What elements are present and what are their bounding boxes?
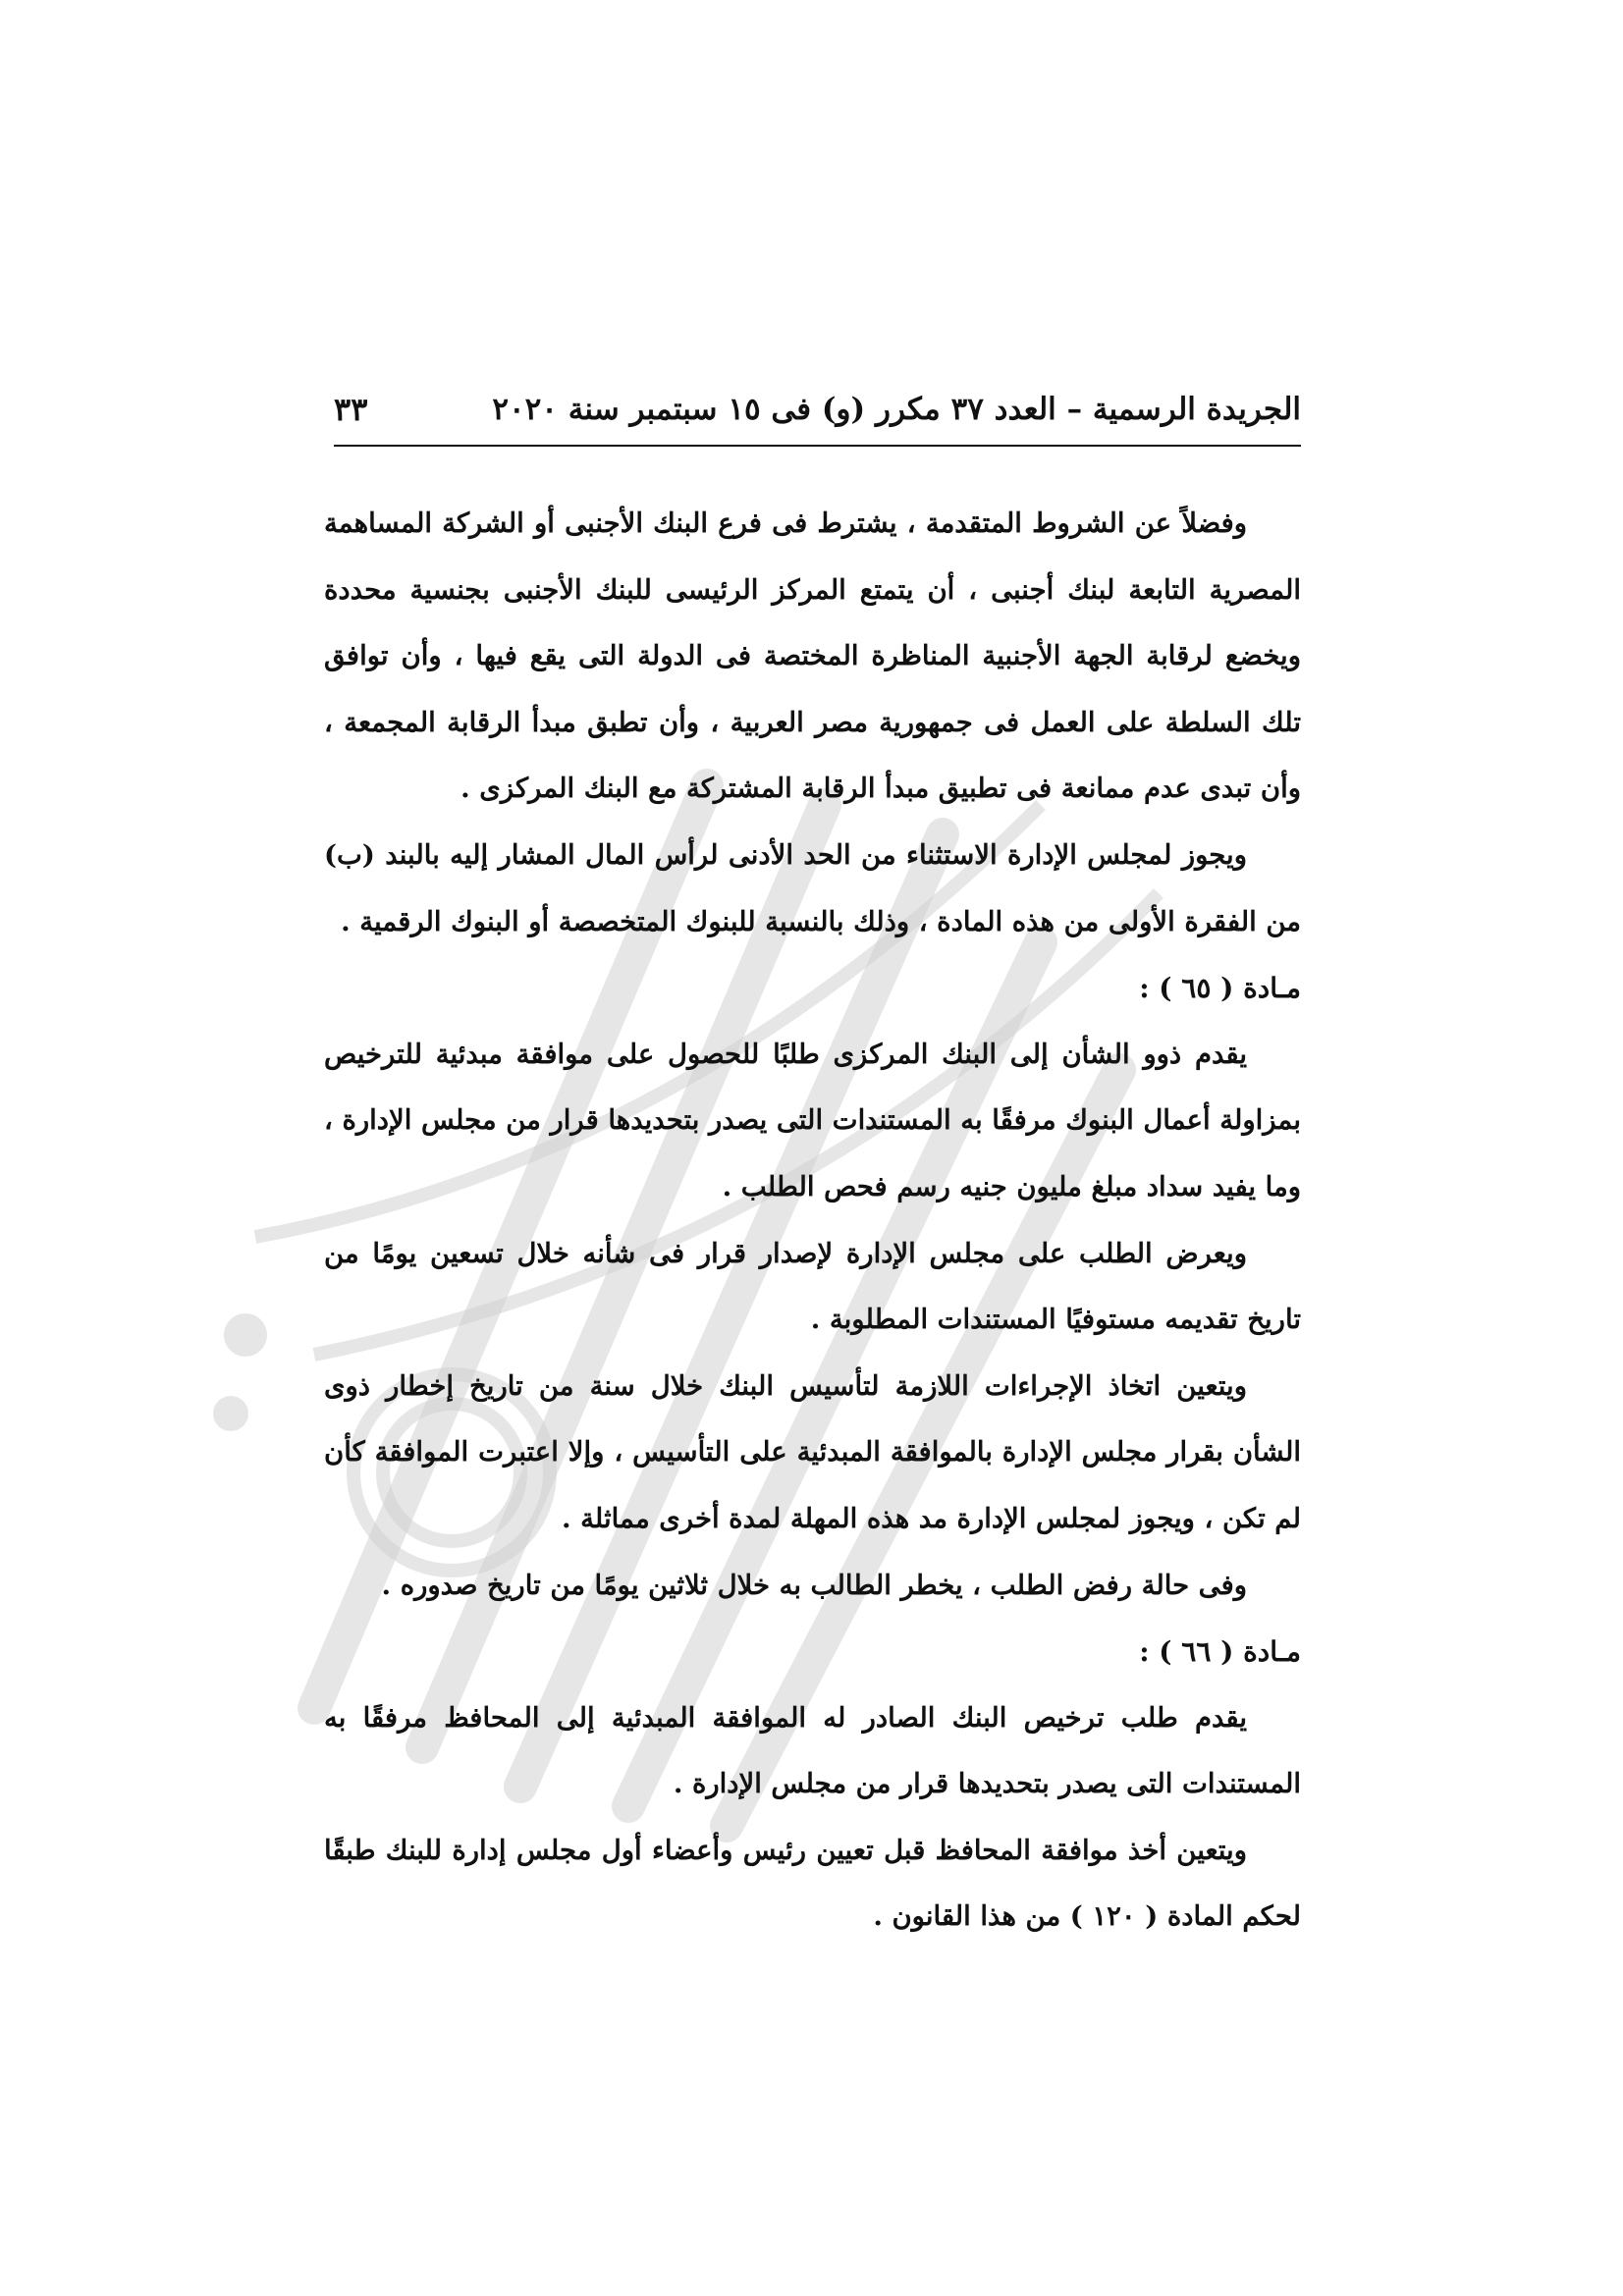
article-heading-66: مـادة ( ٦٦ ) : [1139,1635,1301,1669]
paragraph: ويتعين أخذ موافقة المحافظ قبل تعيين رئيس وأعضاء أول مجلس إدارة للبنك طبقًا لحكم المادة ( ١٢٠ ) من هذا القانون . [324,1834,1301,1933]
paragraph: ويجوز لمجلس الإدارة الاستثناء من الحد الأدنى لرأس المال المشار إليه بالبند (ب) من الفقرة الأولى من هذه المادة ، وذلك بالنسبة للبنوك المتخصصة أو البنوك الرقمية . [324,838,1301,937]
paragraph: ويعرض الطلب على مجلس الإدارة لإصدار قرار فى شأنه خلال تسعين يومًا من تاريخ تقديمه مستوفيًا المستندات المطلوبة . [324,1237,1301,1336]
page-number: ٣٣ [334,391,368,428]
paragraph: وفضلاً عن الشروط المتقدمة ، يشترط فى فرع البنك الأجنبى أو الشركة المساهمة المصرية التابعة لبنك أجنبى ، أن يتمتع المركز الرئيسى للبنك الأجنبى بجنسية محددة ويخضع لرقابة الجهة الأجنبية المناظرة المختصة فى الدولة التى يقع فيها ، وأن توافق تلك السلطة على العمل فى جمهورية مصر العربية ، وأن تطبق مبدأ الرقابة المجمعة ، وأن تبدى عدم ممانعة فى تطبيق مبدأ الرقابة المشتركة مع البنك المركزى . [324,507,1301,805]
paragraph: وفى حالة رفض الطلب ، يخطر الطالب به خلال ثلاثين يومًا من تاريخ صدوره . [381,1569,1247,1601]
gazette-title: الجريدة الرسمية – العدد ٣٧ مكرر (و) فى ١٥ سبتمبر سنة ٢٠٢٠ [492,392,1301,427]
paragraph: يقدم طلب ترخيص البنك الصادر له الموافقة المبدئية إلى المحافظ مرفقًا به المستندات التى يصدر بتحديدها قرار من مجلس الإدارة . [324,1701,1301,1800]
article-heading-65: مـادة ( ٦٥ ) : [1139,972,1301,1005]
page-header [334,388,1301,447]
paragraph: ويتعين اتخاذ الإجراءات اللازمة لتأسيس البنك خلال سنة من تاريخ إخطار ذوى الشأن بقرار مجلس الإدارة بالموافقة المبدئية على التأسيس ، وإلا اعتبرت الموافقة كأن لم تكن ، ويجوز لمجلس الإدارة مد هذه المهلة لمدة أخرى مماثلة . [324,1369,1301,1534]
paragraph: يقدم ذوو الشأن إلى البنك المركزى طلبًا للحصول على موافقة مبدئية للترخيص بمزاولة أعمال البنوك مرفقًا به المستندات التى يصدر بتحديدها قرار من مجلس الإدارة ، وما يفيد سداد مبلغ مليون جنيه رسم فحص الطلب . [324,1038,1301,1202]
document-body [324,491,1301,1950]
